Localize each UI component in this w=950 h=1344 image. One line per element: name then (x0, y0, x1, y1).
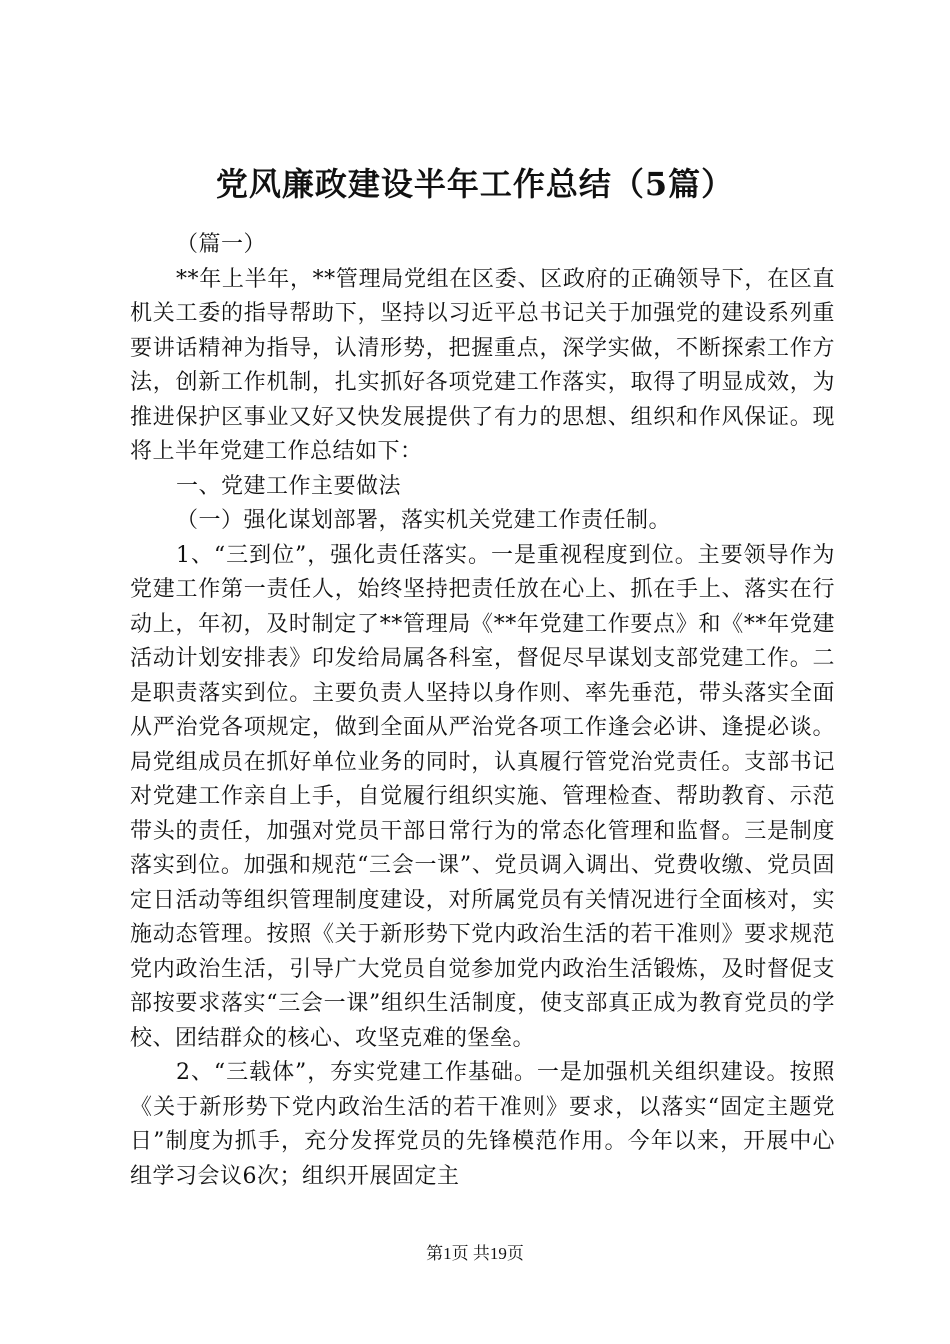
paragraph-intro: **年上半年，**管理局党组在区委、区政府的正确领导下，在区直机关工委的指导帮助下，坚持以习近平总书记关于加强党的建设系列重要讲话精神为指导，认清形势，把握重点，深学实做，不断探索工作方法，创新工作机制，扎实抓好各项党建工作落实，取得了明显成效，为推进保护区事业又好又快发展提供了有力的思想、组织和作风保证。现将上半年党建工作总结如下： (130, 266, 835, 464)
section-heading-1: 一、党建工作主要做法 (176, 473, 402, 499)
section-label: （篇一） (176, 232, 267, 257)
document-title: 党风廉政建设半年工作总结（5篇） (215, 165, 735, 203)
paragraph-item-2: 2、“三载体”，夯实党建工作基础。一是加强机关组织建设。按照《关于新形势下党内政治生活的若干准则》要求，以落实“固定主题党日”制度为抓手，充分发挥党员的先锋模范作用。今年以来，开展中心组学习会议6次；组织开展固定主 (130, 1060, 835, 1189)
page-number-footer: 第1页 共19页 (426, 1244, 524, 1263)
subsection-heading-1: （一）强化谋划部署，落实机关党建工作责任制。 (176, 508, 672, 533)
paragraph-item-1: 1、“三到位”，强化责任落实。一是重视程度到位。主要领导作为党建工作第一责任人，始终坚持把责任放在心上、抓在手上、落实在行动上，年初，及时制定了**管理局《**年党建工作要点》和《**年党建活动计划安排表》印发给局属各科室，督促尽早谋划支部党建工作。二是职责落实到位。主要负责人坚持以身作则、率先垂范，带头落实全面从严治党各项规定，做到全面从严治党各项工作逢会必讲、逢提必谈。局党组成员在抓好单位业务的同时，认真履行管党治党责任。支部书记对党建工作亲自上手，自觉履行组织实施、管理检查、帮助教育、示范带头的责任，加强对党员干部日常行为的常态化管理和监督。三是制度落实到位。加强和规范“三会一课”、党员调入调出、党费收缴、党员固定日活动等组织管理制度建设，对所属党员有关情况进行全面核对，实施动态管理。按照《关于新形势下党内政治生活的若干准则》要求规范党内政治生活，引导广大党员自觉参加党内政治生活锻炼，及时督促支部按要求落实“三会一课”组织生活制度，使支部真正成为教育党员的学校、团结群众的核心、攻坚克难的堡垒。 (130, 542, 835, 1051)
document-body (130, 228, 835, 1194)
